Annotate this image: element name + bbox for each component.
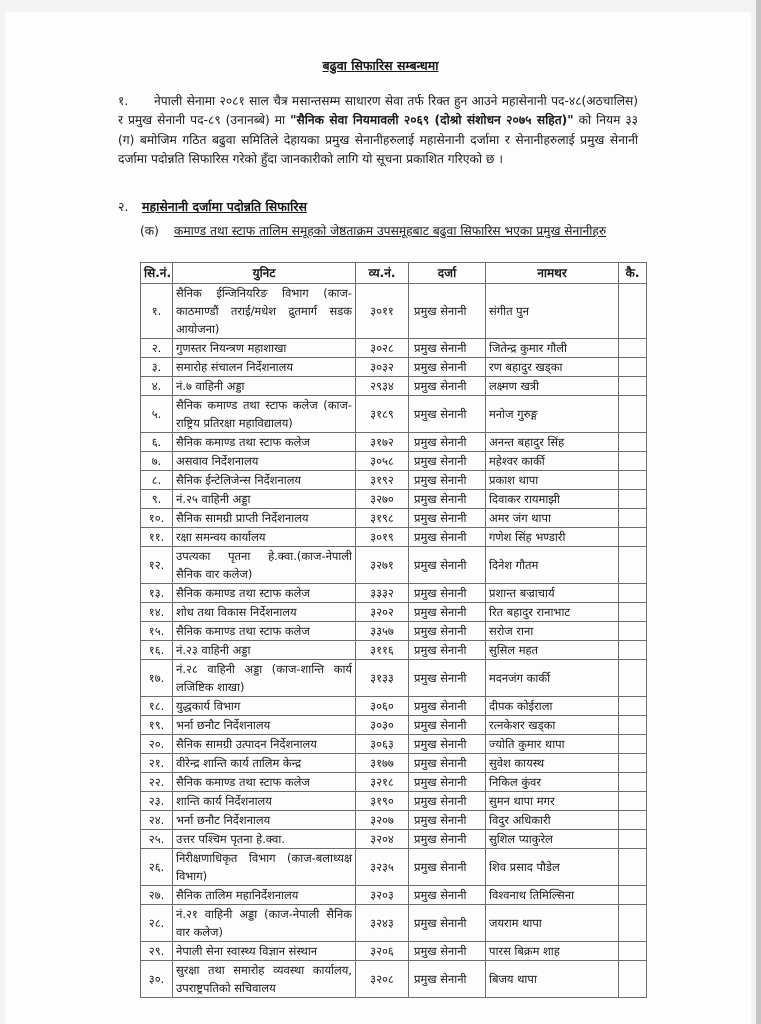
serial-cell: २७. <box>141 886 173 905</box>
table-row <box>141 433 647 452</box>
section-title: महासेनानी दर्जामा पदोन्नति सिफारिस <box>142 199 307 214</box>
serial-cell: ६. <box>141 433 173 452</box>
name-cell: सुशिल प्याकुरेल <box>486 830 619 849</box>
regulation-name: "सैनिक सेवा नियमावली २०६९ (दोश्रो संशोधन २०७५ सहित)" <box>290 113 574 128</box>
section-2-heading <box>118 198 307 215</box>
rank-cell: प्रमुख सेनानी <box>409 471 486 490</box>
serial-cell: १९. <box>141 716 173 735</box>
personal-no-cell: ३२०२ <box>356 603 409 622</box>
rank-cell: प्रमुख सेनानी <box>409 396 486 433</box>
table-row <box>141 358 647 377</box>
name-cell: बिजय थापा <box>486 961 619 998</box>
name-cell: मदनजंग कार्की <box>486 660 619 697</box>
remarks-cell <box>619 942 647 961</box>
remarks-cell <box>619 811 647 830</box>
unit-cell: नं.७ वाहिनी अड्डा <box>173 377 356 396</box>
table-row <box>141 961 647 998</box>
remarks-cell <box>619 358 647 377</box>
personal-no-cell: ३०३२ <box>356 358 409 377</box>
unit-cell: रक्षा समन्वय कार्यालय <box>173 528 356 547</box>
serial-cell: २५. <box>141 830 173 849</box>
serial-cell: १७. <box>141 660 173 697</box>
rank-cell: प्रमुख सेनानी <box>409 792 486 811</box>
unit-cell: सैनिक सामग्री प्राप्ती निर्देशनालय <box>173 509 356 528</box>
remarks-cell <box>619 584 647 603</box>
remarks-cell <box>619 792 647 811</box>
rank-cell: प्रमुख सेनानी <box>409 490 486 509</box>
serial-cell: १४. <box>141 603 173 622</box>
remarks-cell <box>619 452 647 471</box>
remarks-cell <box>619 490 647 509</box>
rank-cell: प्रमुख सेनानी <box>409 849 486 886</box>
col-header-remarks: कै. <box>619 263 647 284</box>
rank-cell: प्रमुख सेनानी <box>409 547 486 584</box>
serial-cell: २२. <box>141 773 173 792</box>
unit-cell: सैनिक कमाण्ड तथा स्टाफ कलेज <box>173 773 356 792</box>
name-cell: लक्ष्मण खत्री <box>486 377 619 396</box>
rank-cell: प्रमुख सेनानी <box>409 377 486 396</box>
table-row <box>141 377 647 396</box>
rank-cell: प्रमुख सेनानी <box>409 509 486 528</box>
rank-cell: प्रमुख सेनानी <box>409 603 486 622</box>
paragraph-text-cont: को नियम ३३ (ग) बमोजिम गठित बढुवा समितिले देहायका प्रमुख सेनानीहरुलाई महासेनानी दर्जामा र सेनानीहरुलाई प्रमुख सेनानी दर्जामा पदोन्नति सिफारिस गरेको हुँदा जानकारीको लागि यो सूचना प्रकाशित गरिएको छ । <box>118 113 639 167</box>
personal-no-cell: ३११६ <box>356 641 409 660</box>
table-row <box>141 339 647 358</box>
personal-no-cell: ३१९८ <box>356 509 409 528</box>
rank-cell: प्रमुख सेनानी <box>409 830 486 849</box>
unit-cell: भर्ना छनौट निर्देशनालय <box>173 811 356 830</box>
name-cell: विश्वनाथ तिमिल्सिना <box>486 886 619 905</box>
serial-cell: ९. <box>141 490 173 509</box>
name-cell: अनन्त बहादुर सिंह <box>486 433 619 452</box>
table-row <box>141 697 647 716</box>
unit-cell: सैनिक ईन्जिनियरिङ विभाग (काज-काठमाण्डौं तराई/मधेश द्रुतमार्ग सडक आयोजना) <box>173 284 356 339</box>
paragraph-number: १. <box>118 94 129 108</box>
personal-no-cell: ३२०३ <box>356 886 409 905</box>
unit-cell: नं.२५ वाहिनी अड्डा <box>173 490 356 509</box>
name-cell: ज्योति कुमार थापा <box>486 735 619 754</box>
table-row <box>141 754 647 773</box>
serial-cell: २. <box>141 339 173 358</box>
unit-cell: सैनिक कमाण्ड तथा स्टाफ कलेज <box>173 622 356 641</box>
personal-no-cell: ३२०६ <box>356 942 409 961</box>
remarks-cell <box>619 377 647 396</box>
name-cell: दिनेश गौतम <box>486 547 619 584</box>
remarks-cell <box>619 547 647 584</box>
unit-cell: सैनिक सामग्री उत्पादन निर्देशनालय <box>173 735 356 754</box>
remarks-cell <box>619 528 647 547</box>
serial-cell: १०. <box>141 509 173 528</box>
table-row <box>141 622 647 641</box>
serial-cell: १३. <box>141 584 173 603</box>
rank-cell: प्रमुख सेनानी <box>409 358 486 377</box>
subsection-heading <box>140 222 636 240</box>
name-cell: निकिल कुंवर <box>486 773 619 792</box>
personal-no-cell: ३१७७ <box>356 754 409 773</box>
table-row <box>141 471 647 490</box>
table-row <box>141 811 647 830</box>
personal-no-cell: ३३३२ <box>356 584 409 603</box>
name-cell: सुवेश कायस्थ <box>486 754 619 773</box>
personal-no-cell: २९३४ <box>356 377 409 396</box>
rank-cell: प्रमुख सेनानी <box>409 905 486 942</box>
serial-cell: ११. <box>141 528 173 547</box>
remarks-cell <box>619 716 647 735</box>
personal-no-cell: ३२७० <box>356 490 409 509</box>
remarks-cell <box>619 622 647 641</box>
table-row <box>141 603 647 622</box>
personal-no-cell: ३२३५ <box>356 849 409 886</box>
rank-cell: प्रमुख सेनानी <box>409 339 486 358</box>
personal-no-cell: ३१३३ <box>356 660 409 697</box>
name-cell: रत्नकेशर खड्का <box>486 716 619 735</box>
remarks-cell <box>619 849 647 886</box>
name-cell: रित बहादुर रानाभाट <box>486 603 619 622</box>
personal-no-cell: ३२४३ <box>356 905 409 942</box>
serial-cell: ४. <box>141 377 173 396</box>
serial-cell: ३०. <box>141 961 173 998</box>
vertical-scrollbar[interactable] <box>756 0 761 1024</box>
remarks-cell <box>619 754 647 773</box>
table-row <box>141 660 647 697</box>
serial-cell: २१. <box>141 754 173 773</box>
remarks-cell <box>619 284 647 339</box>
remarks-cell <box>619 339 647 358</box>
personal-no-cell: ३०३० <box>356 716 409 735</box>
name-cell: अमर जंग थापा <box>486 509 619 528</box>
unit-cell: नं.२८ वाहिनी अड्डा (काज-शान्ति कार्य लजिष्टिक शाखा) <box>173 660 356 697</box>
serial-cell: २४. <box>141 811 173 830</box>
name-cell: प्रशान्त बज्राचार्य <box>486 584 619 603</box>
personal-no-cell: ३१९० <box>356 792 409 811</box>
paragraph-1 <box>118 92 638 170</box>
remarks-cell <box>619 961 647 998</box>
unit-cell: सैनिक कमाण्ड तथा स्टाफ कलेज (काज-राष्ट्रिय प्रतिरक्षा महाविद्यालय) <box>173 396 356 433</box>
rank-cell: प्रमुख सेनानी <box>409 811 486 830</box>
unit-cell: नं.२३ वाहिनी अड्डा <box>173 641 356 660</box>
table-row <box>141 792 647 811</box>
serial-cell: ५. <box>141 396 173 433</box>
remarks-cell <box>619 735 647 754</box>
table-row <box>141 284 647 339</box>
name-cell: रण बहादुर खड्का <box>486 358 619 377</box>
table-row <box>141 641 647 660</box>
name-cell: सुसिल महत <box>486 641 619 660</box>
unit-cell: सैनिक कमाण्ड तथा स्टाफ कलेज <box>173 584 356 603</box>
remarks-cell <box>619 773 647 792</box>
rank-cell: प्रमुख सेनानी <box>409 773 486 792</box>
name-cell: दिवाकर रायमाझी <box>486 490 619 509</box>
name-cell: जयराम थापा <box>486 905 619 942</box>
serial-cell: १२. <box>141 547 173 584</box>
serial-cell: १६. <box>141 641 173 660</box>
rank-cell: प्रमुख सेनानी <box>409 528 486 547</box>
rank-cell: प्रमुख सेनानी <box>409 754 486 773</box>
table-row <box>141 849 647 886</box>
rank-cell: प्रमुख सेनानी <box>409 660 486 697</box>
serial-cell: ७. <box>141 452 173 471</box>
unit-cell: सैनिक तालिम महानिर्देशनालय <box>173 886 356 905</box>
personal-no-cell: ३१७२ <box>356 433 409 452</box>
table-row <box>141 396 647 433</box>
rank-cell: प्रमुख सेनानी <box>409 716 486 735</box>
rank-cell: प्रमुख सेनानी <box>409 735 486 754</box>
unit-cell: समारोह संचालन निर्देशनालय <box>173 358 356 377</box>
serial-cell: २०. <box>141 735 173 754</box>
table-row <box>141 452 647 471</box>
name-cell: संगीत पुन <box>486 284 619 339</box>
col-header-personal-no: व्य.नं. <box>356 263 409 284</box>
col-header-unit: युनिट <box>173 263 356 284</box>
remarks-cell <box>619 660 647 697</box>
name-cell: गणेश सिंह भण्डारी <box>486 528 619 547</box>
table-row <box>141 528 647 547</box>
rank-cell: प्रमुख सेनानी <box>409 584 486 603</box>
remarks-cell <box>619 886 647 905</box>
rank-cell: प्रमुख सेनानी <box>409 961 486 998</box>
personal-no-cell: ३२१८ <box>356 773 409 792</box>
unit-cell: सुरक्षा तथा समारोह व्यवस्था कार्यालय, उपराष्ट्रपतिको सचिवालय <box>173 961 356 998</box>
remarks-cell <box>619 830 647 849</box>
personal-no-cell: ३०६३ <box>356 735 409 754</box>
unit-cell: उत्तर पश्चिम पृतना हे.क्वा. <box>173 830 356 849</box>
remarks-cell <box>619 697 647 716</box>
subsection-label: (क) <box>140 224 159 238</box>
table-row <box>141 886 647 905</box>
table-row <box>141 942 647 961</box>
promotion-table <box>140 262 647 998</box>
personal-no-cell: ३२०८ <box>356 961 409 998</box>
rank-cell: प्रमुख सेनानी <box>409 433 486 452</box>
table-header-row <box>141 263 647 284</box>
name-cell: मनोज गुरुङ्ग <box>486 396 619 433</box>
personal-no-cell: ३३५७ <box>356 622 409 641</box>
table-row <box>141 490 647 509</box>
name-cell: शिव प्रसाद पौडेल <box>486 849 619 886</box>
section-number: २. <box>118 199 129 214</box>
col-header-serial: सि.नं. <box>141 263 173 284</box>
unit-cell: शान्ति कार्य निर्देशनालय <box>173 792 356 811</box>
name-cell: विदुर अधिकारी <box>486 811 619 830</box>
name-cell: सुमन थापा मगर <box>486 792 619 811</box>
table-row <box>141 773 647 792</box>
remarks-cell <box>619 603 647 622</box>
unit-cell: शोध तथा विकास निर्देशनालय <box>173 603 356 622</box>
rank-cell: प्रमुख सेनानी <box>409 452 486 471</box>
table-row <box>141 584 647 603</box>
serial-cell: २८. <box>141 905 173 942</box>
col-header-rank: दर्जा <box>409 263 486 284</box>
rank-cell: प्रमुख सेनानी <box>409 697 486 716</box>
subsection-title: कमाण्ड तथा स्टाफ तालिम समूहको जेष्ठताक्रम उपसमूहबाट बढुवा सिफारिस भएका प्रमुख सेनानीहरु <box>174 224 607 238</box>
table-row <box>141 509 647 528</box>
table-row <box>141 905 647 942</box>
personal-no-cell: ३०११ <box>356 284 409 339</box>
name-cell: दीपक कोईराला <box>486 697 619 716</box>
name-cell: जितेन्द्र कुमार गौली <box>486 339 619 358</box>
serial-cell: ३. <box>141 358 173 377</box>
name-cell: प्रकाश थापा <box>486 471 619 490</box>
unit-cell: सैनिक कमाण्ड तथा स्टाफ कलेज <box>173 433 356 452</box>
rank-cell: प्रमुख सेनानी <box>409 886 486 905</box>
personal-no-cell: ३०२८ <box>356 339 409 358</box>
unit-cell: उपत्यका पृतना हे.क्वा.(काज-नेपाली सैनिक वार कलेज) <box>173 547 356 584</box>
remarks-cell <box>619 641 647 660</box>
personal-no-cell: ३०६० <box>356 697 409 716</box>
serial-cell: २९. <box>141 942 173 961</box>
personal-no-cell: ३२०७ <box>356 811 409 830</box>
rank-cell: प्रमुख सेनानी <box>409 622 486 641</box>
col-header-name: नामथर <box>486 263 619 284</box>
remarks-cell <box>619 509 647 528</box>
rank-cell: प्रमुख सेनानी <box>409 641 486 660</box>
unit-cell: गुणस्तर नियन्त्रण महाशाखा <box>173 339 356 358</box>
table-row <box>141 716 647 735</box>
table-row <box>141 735 647 754</box>
unit-cell: सैनिक ईन्टेलिजेन्स निर्देशनालय <box>173 471 356 490</box>
serial-cell: १८. <box>141 697 173 716</box>
paragraph-text: नेपाली सेनामा २०८१ साल चैत्र मसान्तसम्म साधारण सेवा तर्फ रिक्त हुन आउने महासेनानी पद-४८(अठचालिस) र प्रमुख सेनानी पद-८९ (उनानब्बे) मा <box>118 94 638 128</box>
document-title: बढुवा सिफारिस सम्बन्धमा <box>322 58 439 73</box>
unit-cell: नेपाली सेना स्वास्थ्य विज्ञान संस्थान <box>173 942 356 961</box>
unit-cell: भर्ना छनौट निर्देशनालय <box>173 716 356 735</box>
unit-cell: युद्धकार्य विभाग <box>173 697 356 716</box>
remarks-cell <box>619 396 647 433</box>
remarks-cell <box>619 471 647 490</box>
rank-cell: प्रमुख सेनानी <box>409 942 486 961</box>
unit-cell: निरीक्षणाधिकृत विभाग (काज-बलाध्यक्ष विभाग) <box>173 849 356 886</box>
unit-cell: नं.२१ वाहिनी अड्डा (काज-नेपाली सैनिक वार कलेज) <box>173 905 356 942</box>
remarks-cell <box>619 433 647 452</box>
name-cell: महेश्वर कार्की <box>486 452 619 471</box>
personal-no-cell: ३१९२ <box>356 471 409 490</box>
table-row <box>141 547 647 584</box>
serial-cell: २३. <box>141 792 173 811</box>
personal-no-cell: ३२७१ <box>356 547 409 584</box>
unit-cell: वीरेन्द्र शान्ति कार्य तालिम केन्द्र <box>173 754 356 773</box>
name-cell: पारस बिक्रम शाह <box>486 942 619 961</box>
serial-cell: २६. <box>141 849 173 886</box>
remarks-cell <box>619 905 647 942</box>
personal-no-cell: ३०५८ <box>356 452 409 471</box>
table-row <box>141 830 647 849</box>
personal-no-cell: ३२०४ <box>356 830 409 849</box>
serial-cell: १. <box>141 284 173 339</box>
name-cell: सरोज राना <box>486 622 619 641</box>
rank-cell: प्रमुख सेनानी <box>409 284 486 339</box>
personal-no-cell: ३०१९ <box>356 528 409 547</box>
unit-cell: असवाव निर्देशनालय <box>173 452 356 471</box>
serial-cell: ८. <box>141 471 173 490</box>
serial-cell: १५. <box>141 622 173 641</box>
personal-no-cell: ३१८९ <box>356 396 409 433</box>
